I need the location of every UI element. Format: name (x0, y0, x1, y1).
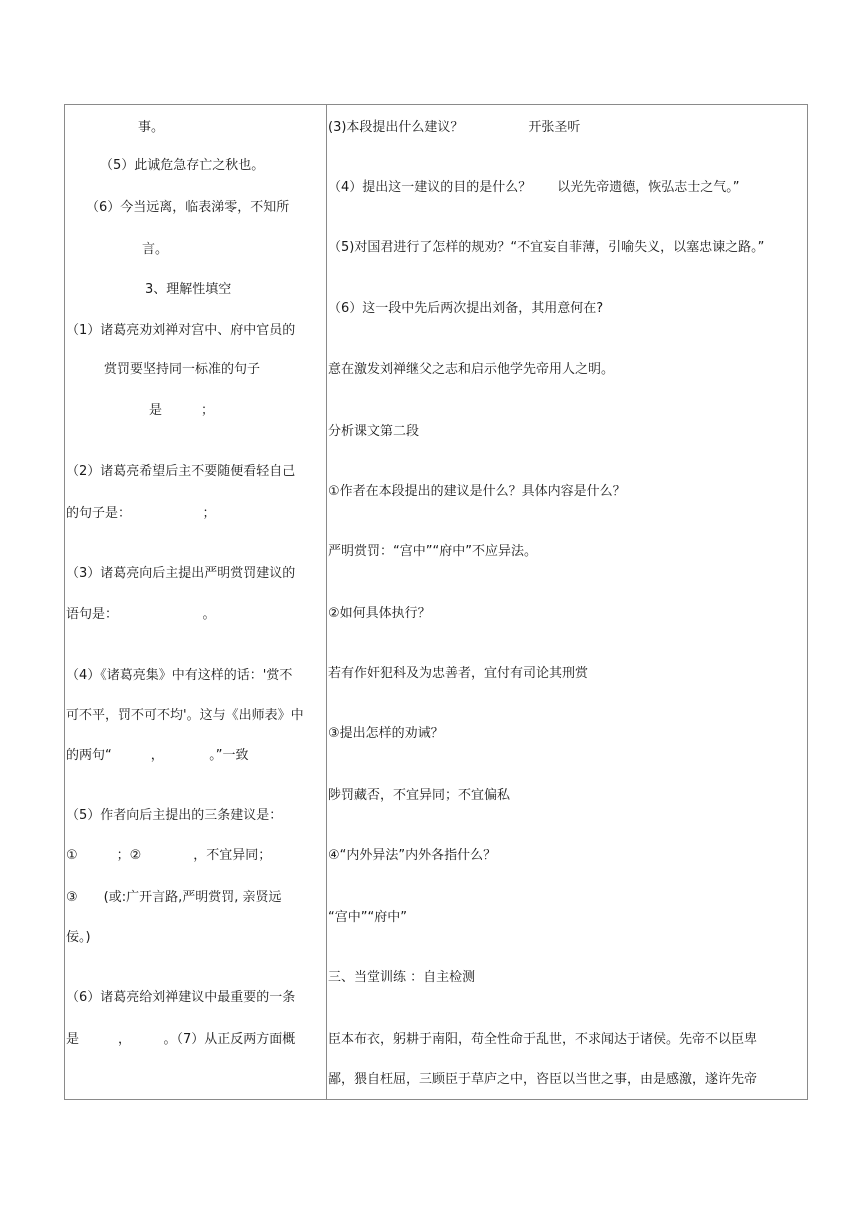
left-line: 是 ； (149, 403, 215, 418)
left-line: （2）诸葛亮希望后主不要随便看轻自己 (66, 464, 296, 479)
left-line: （6）诸葛亮给刘禅建议中最重要的一条 (66, 990, 296, 1005)
right-line: （4）提出这一建议的目的是什么？ 以光先帝遗德，恢弘志士之气。” (328, 180, 740, 195)
left-line: 可不平，罚不可不均'。这与《出师表》中 (66, 708, 304, 723)
right-line: 严明赏罚：“宫中”“府中”不应异法。 (328, 544, 537, 559)
right-line: ③提出怎样的劝诫？ (328, 726, 444, 741)
right-line: （5)对国君进行了怎样的规劝？“不宜妄自菲薄，引喻失义，以塞忠谏之路。” (328, 240, 765, 255)
left-line: 赏罚要坚持同一标准的句子 (104, 362, 261, 377)
right-line: 若有作奸犯科及为忠善者，宜付有司论其刑赏 (328, 666, 589, 681)
left-line: 事。 (138, 120, 165, 135)
right-line: 分析课文第二段 (328, 424, 420, 439)
left-line: 是 ， 。（7）从正反两方面概 (66, 1032, 296, 1047)
left-line: 的两句“ ， 。”一致 (66, 748, 249, 763)
left-line: （5）作者向后主提出的三条建议是： (66, 808, 283, 823)
right-line: 三、当堂训练 ：自主检测 (328, 970, 476, 985)
right-line: (3)本段提出什么建议？ 开张圣听 (328, 120, 581, 135)
left-line: （4）《诸葛亮集》中有这样的话：'赏不 (66, 668, 293, 683)
right-line: 陟罚藏否，不宜异同；不宜偏私 (328, 788, 511, 803)
left-line: 的句子是： ； (66, 506, 216, 521)
left-line: ① ；② ，不宜异同； (66, 848, 272, 863)
left-line: （5）此诚危急存亡之秋也。 (100, 158, 265, 173)
left-line: 3、理解性填空 (145, 282, 232, 297)
left-line: ③ (或:广开言路,严明赏罚, 亲贤远 (66, 890, 282, 905)
right-line: ④“内外异法”内外各指什么？ (328, 848, 497, 863)
right-line: ①作者在本段提出的建议是什么？具体内容是什么？ (328, 484, 626, 499)
right-line: ②如何具体执行？ (328, 606, 431, 621)
right-line: “宫中”“府中” (328, 910, 407, 925)
column-divider (326, 104, 327, 1100)
left-line: （3）诸葛亮向后主提出严明赏罚建议的 (66, 566, 296, 581)
right-line: 意在激发刘禅继父之志和启示他学先帝用人之明。 (328, 362, 615, 377)
right-line: （6）这一段中先后两次提出刘备，其用意何在? (328, 301, 604, 316)
right-line: 鄙，猥自枉屈，三顾臣于草庐之中，咨臣以当世之事，由是感激，遂许先帝 (328, 1072, 758, 1087)
left-line: 佞。) (66, 930, 91, 945)
left-line: （1）诸葛亮劝刘禅对宫中、府中官员的 (66, 323, 296, 338)
left-line: 言。 (142, 242, 169, 257)
left-line: 语句是： 。 (66, 607, 216, 622)
left-line: （6）今当远离，临表涕零，不知所 (86, 200, 290, 215)
right-line: 臣本布衣，躬耕于南阳，苟全性命于乱世，不求闻达于诸侯。先帝不以臣卑 (328, 1032, 758, 1047)
